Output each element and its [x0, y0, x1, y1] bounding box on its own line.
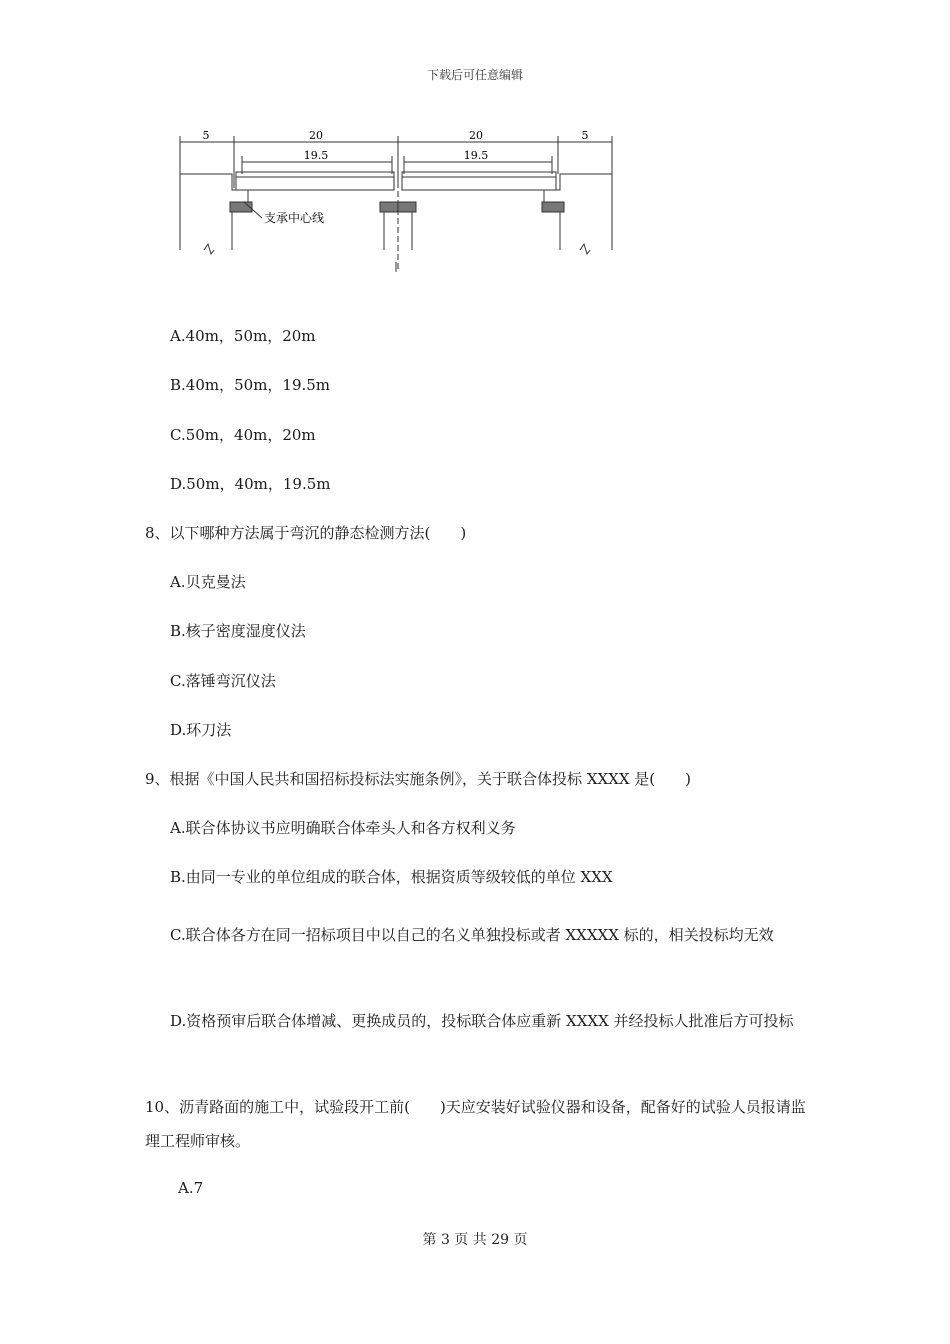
- q10-stem: 10、沥青路面的施工中，试验段开工前( )天应安装好试验仪器和设备，配备好的试验人员报请监理工程师审核。: [145, 1098, 806, 1150]
- q8-option-a: A.贝克曼法: [170, 573, 246, 591]
- q8-option-c: C.落锤弯沉仪法: [170, 672, 276, 690]
- q9-option-c: C.联合体各方在同一招标项目中以自己的名义单独投标或者 XXXXX 标的，相关投标均无效: [170, 926, 774, 944]
- q9-option-d: D.资格预审后联合体增减、更换成员的，投标联合体应重新 XXXX 并经投标人批准后方可投标: [170, 1012, 794, 1030]
- page-header: 下载后可任意编辑: [426, 68, 523, 82]
- page-footer: 第 3 页 共 29 页: [422, 1232, 528, 1248]
- q9-stem: 9、根据《中国人民共和国招标投标法实施条例》，关于联合体投标 XXXX 是( ): [145, 770, 692, 788]
- dim-span1-19_5: 19.5: [303, 149, 329, 162]
- dim-span2-19_5: 19.5: [463, 149, 489, 162]
- q7-option-a: A.40m，50m，20m: [170, 327, 316, 345]
- bearing-centerline-label: 支承中心线: [264, 211, 325, 225]
- bridge-span-diagram: [170, 122, 630, 282]
- q9-option-b: B.由同一专业的单位组成的联合体，根据资质等级较低的单位 XXX: [170, 868, 613, 886]
- q7-option-c: C.50m，40m，20m: [170, 426, 316, 444]
- dim-span1-20: 20: [309, 129, 323, 142]
- q7-option-b: B.40m，50m，19.5m: [170, 376, 331, 394]
- dim-left-5: 5: [202, 129, 210, 142]
- dim-right-5: 5: [581, 129, 589, 142]
- q7-option-d: D.50m，40m，19.5m: [170, 475, 331, 493]
- q10-option-a: A.7: [178, 1179, 204, 1197]
- dim-span2-20: 20: [469, 129, 483, 142]
- q8-stem: 8、以下哪种方法属于弯沉的静态检测方法( ): [145, 524, 467, 542]
- q8-option-b: B.核子密度湿度仪法: [170, 622, 306, 640]
- q8-option-d: D.环刀法: [170, 721, 232, 739]
- q9-option-a: A.联合体协议书应明确联合体牵头人和各方权利义务: [170, 819, 516, 837]
